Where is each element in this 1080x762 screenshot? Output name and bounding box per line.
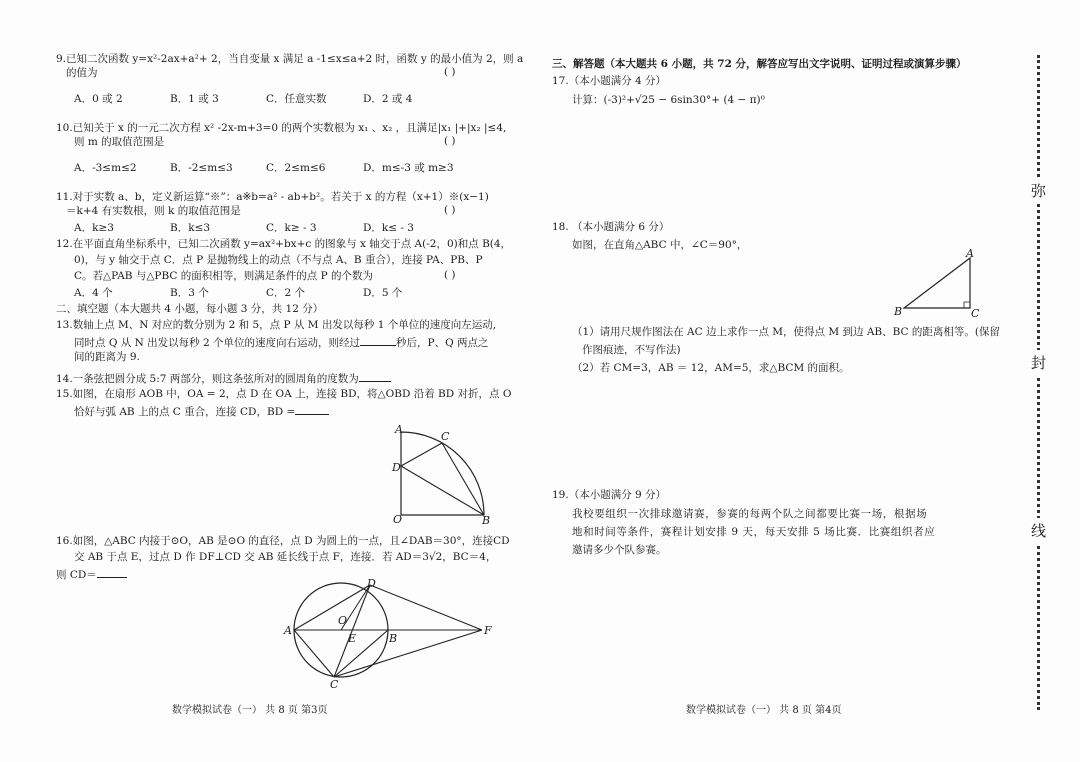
q18-stem-line1: 如图，在直角△ABC 中，∠C＝90°， — [572, 239, 748, 251]
q9-option-a: A．0 或 2 — [74, 93, 123, 105]
q15-sector-figure — [385, 420, 495, 528]
q14-stem — [56, 370, 391, 386]
q11-stem-line2: ＝k+4 有实数根，则 k 的取值范围是 — [66, 205, 241, 217]
q10-option-a: A．-3≤m≤2 — [74, 162, 137, 174]
q16-label-b: B — [389, 632, 398, 645]
q12-stem-line3: C。若△PAB 与△PBC 的面积相等，则满足条件的点 P 的个数为 — [74, 270, 374, 282]
q16-label-f: F — [484, 624, 492, 637]
seal-char-feng: 封 — [1031, 350, 1046, 375]
q10-option-c: C．2≤m≤6 — [266, 162, 326, 174]
q15-segment-dc — [401, 443, 442, 466]
q19-stem-line3: 邀请多少个队参赛。 — [572, 544, 667, 556]
q16-label-o: O — [338, 614, 348, 627]
q16-segment-df — [370, 585, 482, 630]
q9-option-d: D．2 或 4 — [363, 93, 413, 105]
q16-label-a: A — [284, 624, 292, 637]
q18-label-b: B — [894, 305, 903, 318]
q18-sub1-line2: 作图痕迹，不写作法) — [582, 344, 681, 356]
q13-stem-line3: 间的距离为 9. — [74, 351, 140, 363]
q18-triangle-abc — [904, 258, 970, 308]
q15-label-d: D — [392, 461, 401, 474]
q12-stem-line2: 0)，与 y 轴交于点 C．点 P 是抛物线上的动点（不与点 A、B 重合），连接 PA、PB、P — [74, 254, 483, 266]
q11-stem-line1: 11.对于实数 a、b，定义新运算“※”：a※b=a² - ab+b²。若关于 x 的方程（x+1）※(x−1) — [56, 191, 489, 203]
q12-option-a: A．4 个 — [74, 287, 113, 299]
q10-stem-line2: 则 m 的取值范围是 — [74, 136, 165, 148]
q15-label-c: C — [441, 430, 450, 443]
q12-answer-paren: ( ) — [444, 269, 456, 281]
q16-stem-line3-text: 则 CD＝ — [56, 569, 97, 581]
q10-option-b: B．-2≤m≤3 — [170, 162, 233, 174]
q16-circle-figure — [282, 576, 502, 692]
q11-answer-paren: ( ) — [444, 204, 456, 216]
q13-stem-line2-part2: 秒后，P、Q 两点之 — [396, 337, 489, 349]
q18-label-a: A — [966, 248, 974, 260]
q16-stem-line1: 16.如图，△ABC 内接于⊙O，AB 是⊙O 的直径，点 D 为圆上的一点，且∠DAB＝30°，连接CD — [56, 535, 510, 547]
q10-option-d: D．m≤-3 或 m≥3 — [363, 162, 454, 174]
q11-option-d: D．k≤ - 3 — [363, 222, 414, 234]
q16-stem-line3 — [56, 566, 127, 582]
q15-segment-cb — [442, 443, 484, 515]
q15-answer-blank[interactable] — [295, 403, 329, 415]
q18-right-angle-mark — [964, 302, 970, 308]
q16-label-c: C — [330, 678, 339, 691]
q16-answer-blank[interactable] — [97, 566, 127, 578]
q18-title: 18. （本小题满分 6 分） — [552, 221, 670, 233]
q18-label-c: C — [971, 307, 980, 320]
q16-stem-line2: 交 AB 于点 E，过点 D 作 DF⊥CD 交 AB 延长线于点 F，连接．若 AD＝3√2，BC＝4， — [74, 551, 497, 563]
seal-char-mi: 弥 — [1031, 178, 1046, 203]
q19-stem-line2: 地和时间等条件，赛程计划安排 9 天，每天安排 5 场比赛．比赛组织者应 — [572, 526, 936, 538]
q15-stem-line2 — [74, 403, 329, 419]
q14-stem-text: 14.一条弦把圆分成 5:7 两部分，则这条弦所对的圆周角的度数为 — [56, 373, 359, 385]
q11-option-c: C．k≥ - 3 — [266, 222, 317, 234]
q15-label-o: O — [393, 513, 403, 526]
q16-segment-cf — [334, 630, 482, 677]
q13-stem-line2 — [74, 334, 489, 350]
q15-segment-bd — [401, 466, 484, 515]
q15-label-a: A — [395, 423, 403, 436]
seal-dotted-line — [1037, 55, 1040, 710]
seal-char-xian: 线 — [1031, 518, 1046, 543]
q12-option-c: C．2 个 — [266, 287, 306, 299]
q16-segment-cd — [334, 585, 370, 677]
q11-option-b: B．k≤3 — [170, 222, 211, 234]
right-page-footer: 数学模拟试卷（一） 共 8 页 第4页 — [686, 705, 842, 716]
q16-segment-cb — [334, 630, 388, 677]
q15-label-b: B — [482, 514, 491, 527]
q15-stem-line1: 15.如图，在扇形 AOB 中，OA = 2，点 D 在 OA 上，连接 BD，将△OBD 沿着 BD 对折，点 O — [56, 388, 512, 400]
q13-answer-blank[interactable] — [360, 334, 396, 346]
q12-option-d: D．5 个 — [363, 287, 403, 299]
q16-label-e: E — [348, 632, 357, 645]
q13-stem-line1: 13.数轴上点 M、N 对应的数分别为 2 和 5，点 P 从 M 出发以每秒 1 个单位的速度向左运动, — [56, 319, 497, 331]
section-fill-in-heading: 二、填空题（本大题共 4 小题，每小题 3 分，共 12 分） — [56, 303, 324, 315]
q17-title: 17.（本小题满分 4 分） — [552, 75, 667, 87]
q18-triangle-figure — [890, 248, 982, 320]
q9-stem-line1: 9.已知二次函数 y=x²-2ax+a²+ 2，当自变量 x 满足 a -1≤x≤a+2 时，函数 y 的最小值为 2，则 a — [56, 53, 524, 65]
q18-sub2: （2）若 CM=3，AB ＝ 12，AM=5，求△BCM 的面积。 — [572, 362, 850, 374]
q19-title: 19.（本小题满分 9 分） — [552, 489, 667, 501]
q10-stem-line1: 10.已知关于 x 的一元二次方程 x² -2x-m+3=0 的两个实数根为 x₁ 、x₂ ，且满足|x₁ |+|x₂ |≤4, — [56, 122, 507, 134]
section-solution-heading: 三、解答题（本大题共 6 小题，共 72 分，解答应写出文字说明、证明过程或演算步骤） — [552, 58, 967, 70]
q12-option-b: B．3 个 — [170, 287, 209, 299]
left-page-footer: 数学模拟试卷（一） 共 8 页 第3页 — [172, 705, 328, 716]
q16-segment-ad — [294, 585, 370, 630]
q13-stem-line2-part1: 同时点 Q 从 N 出发以每秒 2 个单位的速度向右运动，则经过 — [74, 337, 361, 349]
q15-stem-line2-text: 恰好与弧 AB 上的点 C 重合，连接 CD，BD = — [74, 406, 296, 418]
q12-stem-line1: 12.在平面直角坐标系中，已知二次函数 y=ax²+bx+c 的图象与 x 轴交于点 A(-2，0)和点 B(4， — [56, 238, 512, 250]
q10-answer-paren: ( ) — [444, 135, 456, 147]
q19-stem-line1: 我校要组织一次排球邀请赛，参赛的每两个队之间都要比赛一场，根据场 — [572, 508, 928, 520]
q18-sub1-line1: （1）请用尺规作图法在 AC 边上求作一点 M，使得点 M 到边 AB、BC 的距离相等。(保留 — [572, 326, 1001, 338]
q16-label-d: D — [367, 577, 376, 590]
q11-option-a: A．k≥3 — [74, 222, 114, 234]
q9-stem-line2: 的值为 — [66, 67, 98, 79]
q14-answer-blank[interactable] — [359, 370, 391, 382]
q9-option-c: C．任意实数 — [266, 93, 327, 105]
q9-answer-paren: ( ) — [444, 66, 456, 78]
q9-option-b: B．1 或 3 — [170, 93, 219, 105]
q17-expression: 计算：(-3)²+√25 − 6sin30°+ (4 − π)⁰ — [572, 94, 765, 106]
